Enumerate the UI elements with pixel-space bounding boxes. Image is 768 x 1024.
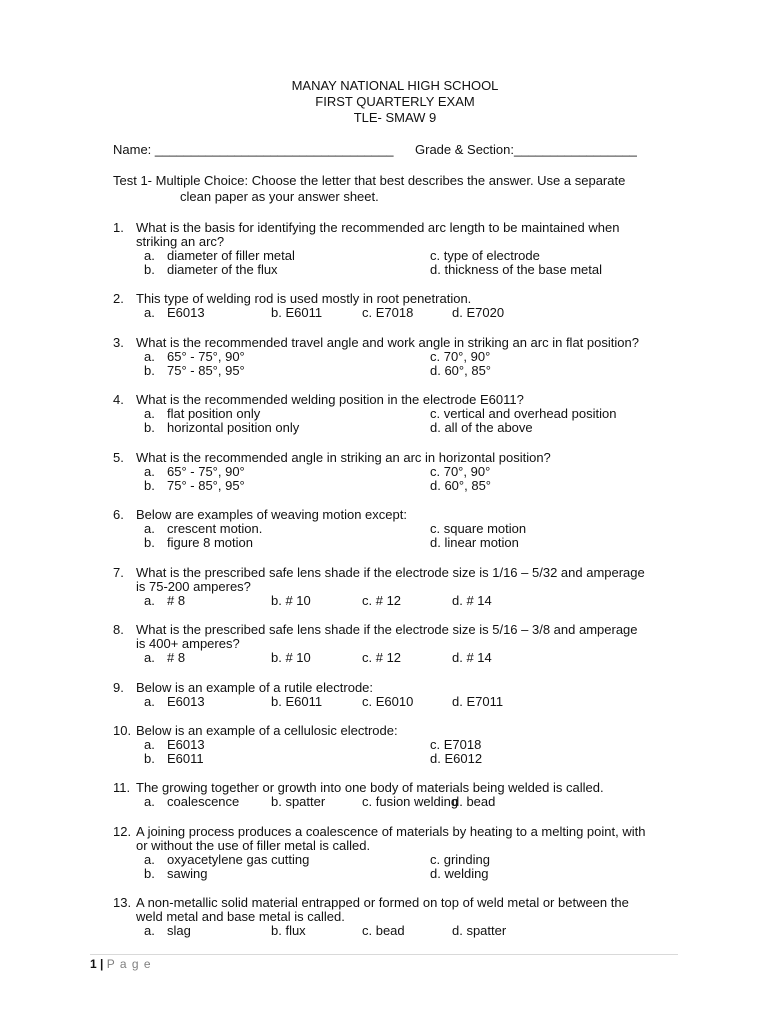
question-text-line: weld metal and base metal is called. bbox=[136, 909, 345, 924]
choice-row bbox=[113, 924, 688, 938]
choice-row bbox=[113, 594, 688, 608]
choice-option: E6013 bbox=[167, 694, 205, 709]
name-field: Name: _________________________________ bbox=[113, 142, 394, 157]
question-text-line: is 75-200 amperes? bbox=[136, 579, 251, 594]
choice-option: b. # 10 bbox=[271, 593, 311, 608]
choice-letter: a. bbox=[144, 349, 155, 364]
question-12 bbox=[113, 825, 688, 881]
page-footer bbox=[90, 957, 152, 971]
choice-letter: a. bbox=[144, 406, 155, 421]
choice-row bbox=[113, 795, 688, 809]
choice-option: E6011 bbox=[167, 751, 204, 766]
choice-option: c. E7018 bbox=[362, 305, 414, 320]
choice-option: # 8 bbox=[167, 650, 186, 665]
question-text-line: What is the prescribed safe lens shade if the electrode size is 5/16 – 3/8 and amperage bbox=[136, 622, 638, 637]
choice-option: 75° - 85°, 95° bbox=[167, 478, 245, 493]
choice-option: c. type of electrode bbox=[430, 248, 540, 263]
question-text-line: Below are examples of weaving motion except: bbox=[136, 507, 407, 522]
question-number: 2. bbox=[113, 291, 124, 306]
question-number: 3. bbox=[113, 335, 124, 350]
choice-option: c. bead bbox=[362, 923, 405, 938]
choice-option: 75° - 85°, 95° bbox=[167, 363, 245, 378]
question-stem bbox=[113, 566, 688, 594]
choice-option: d. welding bbox=[430, 866, 489, 881]
choice-row bbox=[113, 651, 688, 665]
choice-option: c. E7018 bbox=[430, 737, 482, 752]
question-7 bbox=[113, 566, 688, 608]
choice-letter: b. bbox=[144, 262, 155, 277]
choice-row bbox=[113, 350, 688, 364]
question-stem bbox=[113, 508, 688, 522]
choice-row bbox=[113, 306, 688, 320]
question-number: 13. bbox=[113, 895, 132, 910]
instructions-line-2: clean paper as your answer sheet. bbox=[180, 189, 379, 204]
choice-option: d. 60°, 85° bbox=[430, 478, 491, 493]
choice-letter: b. bbox=[144, 751, 155, 766]
question-stem bbox=[113, 336, 688, 350]
choice-option: diameter of filler metal bbox=[167, 248, 295, 263]
choice-letter: a. bbox=[144, 737, 155, 752]
choice-row bbox=[113, 479, 688, 493]
choice-option: E6013 bbox=[167, 737, 205, 752]
question-text-line: A joining process produces a coalescence of materials by heating to a melting point, with bbox=[136, 824, 646, 839]
choice-option: b. # 10 bbox=[271, 650, 311, 665]
question-5 bbox=[113, 451, 688, 493]
choice-row bbox=[113, 853, 688, 867]
choice-option: diameter of the flux bbox=[167, 262, 278, 277]
question-text-line: Below is an example of a rutile electrode: bbox=[136, 680, 374, 695]
choice-option: c. # 12 bbox=[362, 650, 402, 665]
choice-letter: a. bbox=[144, 248, 155, 263]
choice-option: c. # 12 bbox=[362, 593, 402, 608]
question-text-line: or without the use of filler metal is called. bbox=[136, 838, 371, 853]
choice-option: c. fusion welding bbox=[362, 794, 459, 809]
question-13 bbox=[113, 896, 688, 938]
question-text-line: The growing together or growth into one body of materials being welded is called. bbox=[136, 780, 604, 795]
page-label: P a g e bbox=[106, 957, 152, 971]
question-stem bbox=[113, 451, 688, 465]
choice-option: d. linear motion bbox=[430, 535, 519, 550]
question-text-line: What is the prescribed safe lens shade if the electrode size is 1/16 – 5/32 and amperage bbox=[136, 565, 645, 580]
choice-letter: b. bbox=[144, 478, 155, 493]
choice-option: b. flux bbox=[271, 923, 306, 938]
choice-letter: a. bbox=[144, 464, 155, 479]
question-11 bbox=[113, 781, 688, 809]
question-number: 12. bbox=[113, 824, 132, 839]
choice-row bbox=[113, 364, 688, 378]
choice-option: d. thickness of the base metal bbox=[430, 262, 602, 277]
footer-divider bbox=[90, 954, 678, 955]
question-stem bbox=[113, 781, 688, 795]
question-text-line: What is the recommended travel angle and work angle in striking an arc in flat position? bbox=[136, 335, 639, 350]
choice-option: crescent motion. bbox=[167, 521, 263, 536]
question-stem bbox=[113, 292, 688, 306]
choice-row bbox=[113, 263, 688, 277]
question-number: 4. bbox=[113, 392, 124, 407]
question-text-line: What is the recommended angle in striking an arc in horizontal position? bbox=[136, 450, 551, 465]
choice-option: d. E7020 bbox=[452, 305, 505, 320]
choice-row bbox=[113, 249, 688, 263]
choice-option: sawing bbox=[167, 866, 208, 881]
footer-separator: | bbox=[100, 957, 104, 971]
question-stem bbox=[113, 825, 688, 853]
question-text-line: Below is an example of a cellulosic electrode: bbox=[136, 723, 398, 738]
choice-option: d. bead bbox=[452, 794, 496, 809]
choice-option: d. spatter bbox=[452, 923, 507, 938]
question-text-line: striking an arc? bbox=[136, 234, 225, 249]
question-text-line: is 400+ amperes? bbox=[136, 636, 240, 651]
choice-option: c. grinding bbox=[430, 852, 490, 867]
question-1 bbox=[113, 221, 688, 277]
choice-option: coalescence bbox=[167, 794, 240, 809]
choice-letter: a. bbox=[144, 852, 155, 867]
choice-option: c. E6010 bbox=[362, 694, 414, 709]
choice-option: 65° - 75°, 90° bbox=[167, 464, 245, 479]
question-number: 9. bbox=[113, 680, 124, 695]
question-2 bbox=[113, 292, 688, 320]
instructions-line-1: Test 1- Multiple Choice: Choose the letter that best describes the answer. Use a separate bbox=[113, 173, 626, 188]
choice-option: d. 60°, 85° bbox=[430, 363, 491, 378]
question-stem bbox=[113, 724, 688, 738]
choice-row bbox=[113, 421, 688, 435]
question-number: 7. bbox=[113, 565, 124, 580]
choice-row bbox=[113, 522, 688, 536]
question-number: 5. bbox=[113, 450, 124, 465]
choice-option: d. E6012 bbox=[430, 751, 483, 766]
choice-row bbox=[113, 752, 688, 766]
choice-letter: a. bbox=[144, 305, 155, 320]
choice-row bbox=[113, 738, 688, 752]
choice-letter: a. bbox=[144, 521, 155, 536]
choice-option: b. spatter bbox=[271, 794, 326, 809]
choice-letter: b. bbox=[144, 866, 155, 881]
choice-option: d. all of the above bbox=[430, 420, 533, 435]
question-6 bbox=[113, 508, 688, 550]
question-stem bbox=[113, 896, 688, 924]
subject-title: TLE- SMAW 9 bbox=[353, 110, 437, 125]
question-number: 11. bbox=[113, 780, 131, 795]
question-text-line: What is the basis for identifying the recommended arc length to be maintained when bbox=[136, 220, 620, 235]
choice-option: c. vertical and overhead position bbox=[430, 406, 617, 421]
choice-option: d. # 14 bbox=[452, 650, 492, 665]
question-text-line: This type of welding rod is used mostly in root penetration. bbox=[136, 291, 472, 306]
choice-option: flat position only bbox=[167, 406, 261, 421]
choice-option: b. E6011 bbox=[271, 694, 323, 709]
choice-row bbox=[113, 695, 688, 709]
question-number: 10. bbox=[113, 723, 132, 738]
question-number: 1. bbox=[113, 220, 124, 235]
question-number: 8. bbox=[113, 622, 124, 637]
school-name: MANAY NATIONAL HIGH SCHOOL bbox=[291, 78, 499, 93]
question-text-line: A non-metallic solid material entrapped or formed on top of weld metal or between the bbox=[136, 895, 629, 910]
question-stem bbox=[113, 623, 688, 651]
choice-row bbox=[113, 465, 688, 479]
question-10 bbox=[113, 724, 688, 766]
exam-title: FIRST QUARTERLY EXAM bbox=[315, 94, 475, 109]
choice-row bbox=[113, 407, 688, 421]
choice-option: d. # 14 bbox=[452, 593, 492, 608]
question-stem bbox=[113, 393, 688, 407]
question-8 bbox=[113, 623, 688, 665]
question-stem bbox=[113, 221, 688, 249]
question-stem bbox=[113, 681, 688, 695]
test-instructions bbox=[113, 173, 673, 205]
choice-letter: b. bbox=[144, 363, 155, 378]
choice-option: b. E6011 bbox=[271, 305, 323, 320]
question-4 bbox=[113, 393, 688, 435]
choice-letter: a. bbox=[144, 694, 155, 709]
choice-option: oxyacetylene gas cutting bbox=[167, 852, 310, 867]
question-number: 6. bbox=[113, 507, 124, 522]
choice-option: figure 8 motion bbox=[167, 535, 253, 550]
question-9 bbox=[113, 681, 688, 709]
choice-option: slag bbox=[167, 923, 191, 938]
choice-option: c. 70°, 90° bbox=[430, 349, 491, 364]
choice-option: horizontal position only bbox=[167, 420, 300, 435]
choice-option: c. 70°, 90° bbox=[430, 464, 491, 479]
choice-option: c. square motion bbox=[430, 521, 527, 536]
choice-letter: a. bbox=[144, 794, 155, 809]
choice-row bbox=[113, 536, 688, 550]
choice-option: 65° - 75°, 90° bbox=[167, 349, 245, 364]
choice-letter: a. bbox=[144, 923, 155, 938]
choice-option: d. E7011 bbox=[452, 694, 504, 709]
choice-letter: a. bbox=[144, 650, 155, 665]
choice-letter: b. bbox=[144, 535, 155, 550]
choice-row bbox=[113, 867, 688, 881]
choice-letter: a. bbox=[144, 593, 155, 608]
question-text-line: What is the recommended welding position in the electrode E6011? bbox=[136, 392, 524, 407]
choice-letter: b. bbox=[144, 420, 155, 435]
choice-option: E6013 bbox=[167, 305, 205, 320]
choice-option: # 8 bbox=[167, 593, 186, 608]
page-number: 1 bbox=[90, 957, 97, 971]
question-3 bbox=[113, 336, 688, 378]
grade-section-field: Grade & Section:_________________ bbox=[415, 142, 637, 157]
